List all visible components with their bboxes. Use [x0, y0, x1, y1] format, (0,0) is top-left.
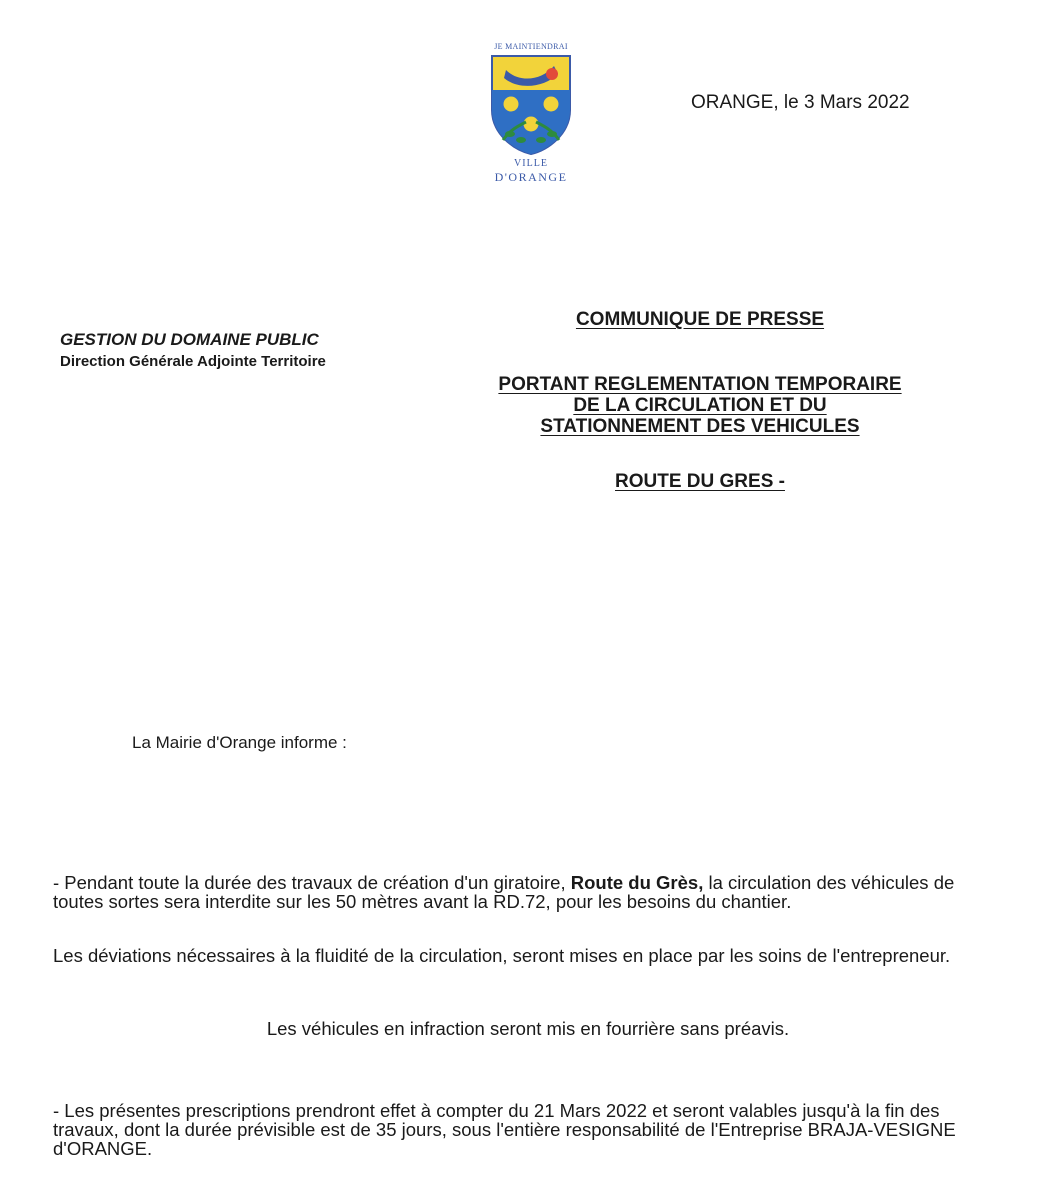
city-crest-logo: [488, 52, 574, 156]
heading-communique: COMMUNIQUE DE PRESSE: [575, 309, 825, 330]
paragraph-impound: Les véhicules en infraction seront mis en fourrière sans préavis.: [266, 1018, 790, 1039]
paragraph-deviations: Les déviations nécessaires à la fluidité de la circulation, seront mises en place par les soins de l'entrepreneur.: [53, 945, 951, 966]
paragraph-closure-start: - Pendant toute la durée des travaux de création d'un giratoire,: [53, 872, 571, 893]
paragraph-closure-road: Route du Grès,: [570, 872, 704, 893]
paragraph-closure-end: la circulation des véhicules de toutes sortes sera interdite sur les 50 mètres avant la RD.72, pour les besoins du chantier.: [53, 872, 955, 912]
crest-ville: VILLE: [514, 158, 548, 169]
orange-right: [544, 97, 559, 112]
crest-motto: JE MAINTIENDRAI: [494, 42, 568, 51]
department-name: GESTION DU DOMAINE PUBLIC: [60, 330, 319, 349]
heading-portant: [450, 374, 950, 437]
heading-portant-line: PORTANT REGLEMENTATION TEMPORAIRE: [498, 374, 902, 395]
department-subtitle: Direction Générale Adjointe Territoire: [60, 353, 326, 370]
orange-left: [504, 97, 519, 112]
heading-portant-line: STATIONNEMENT DES VEHICULES: [540, 416, 860, 437]
crest-orange: D'ORANGE: [494, 170, 568, 184]
heading-route: ROUTE DU GRES -: [615, 471, 785, 492]
date-line: ORANGE, le 3 Mars 2022: [691, 92, 910, 113]
heading-portant-line: DE LA CIRCULATION ET DU: [573, 395, 827, 416]
horn-mouth: [546, 68, 558, 80]
paragraph-closure: [53, 873, 988, 911]
intro-text: La Mairie d'Orange informe :: [132, 733, 347, 752]
orange-center: [524, 117, 539, 132]
paragraph-validity: - Les présentes prescriptions prendront effet à compter du 21 Mars 2022 et seront valables jusqu'à la fin des travaux, dont la durée prévisible est de 35 jours, sous l'entière responsabilité de l'Entreprise BRAJA-VESIGNE d'ORANGE.: [53, 1100, 956, 1159]
